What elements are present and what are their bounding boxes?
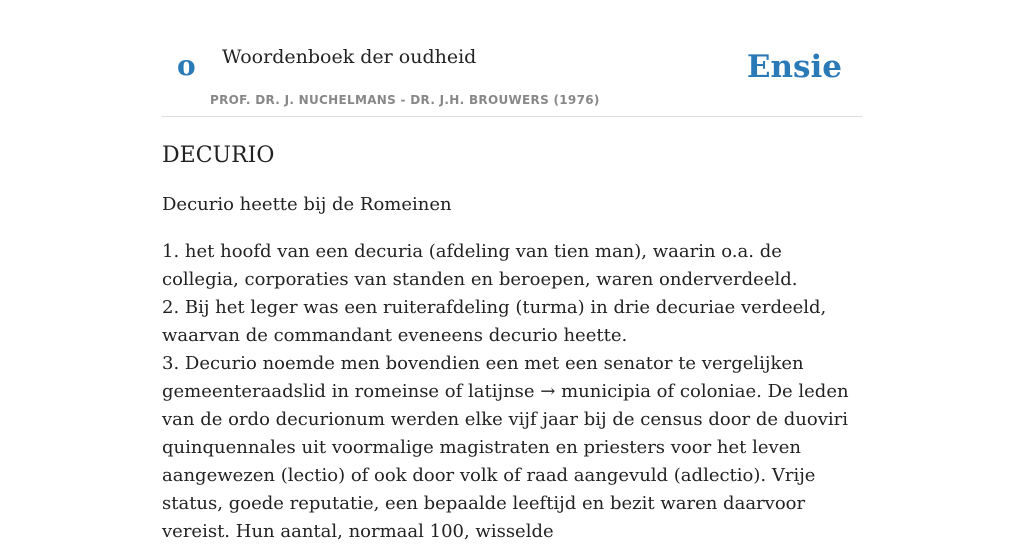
entry-intro: Decurio heette bij de Romeinen — [162, 194, 452, 216]
definition-item: 2. Bij het leger was een ruiterafdeling (turma) in drie decuriae verdeeld, waarvan de commandant eveneens decurio heette. — [162, 297, 827, 347]
definition-item: 1. het hoofd van een decuria (afdeling van tien man), waarin o.a. de collegia, corporaties van standen en beroepen, waren onderverdeeld. — [162, 241, 798, 291]
ensie-logo-link[interactable]: Ensie — [746, 49, 842, 85]
page — [162, 0, 862, 546]
book-title-link[interactable]: Woordenboek der oudheid — [222, 46, 477, 68]
book-logo-icon[interactable]: o — [177, 49, 196, 82]
book-authors: PROF. DR. J. NUCHELMANS - DR. J.H. BROUWERS (1976) — [210, 93, 600, 107]
definition-item: 3. Decurio noemde men bovendien een met een senator te vergelijken gemeenteraadslid in romeinse of latijnse → municipia of coloniae. De leden van de ordo decurionum werden elke vijf jaar bij de census door de duoviri quinquennales uit voormalige magistraten en priesters voor het leven aangewezen (lectio) of ook door volk of raad aangevuld (adlectio). Vrije status, goede reputatie, een bepaalde leeftijd en bezit waren daarvoor vereist. Hun aantal, normaal 100, wisselde — [162, 353, 849, 543]
header — [162, 0, 862, 117]
definition-list — [162, 238, 862, 546]
entry-title: DECURIO — [162, 143, 275, 168]
